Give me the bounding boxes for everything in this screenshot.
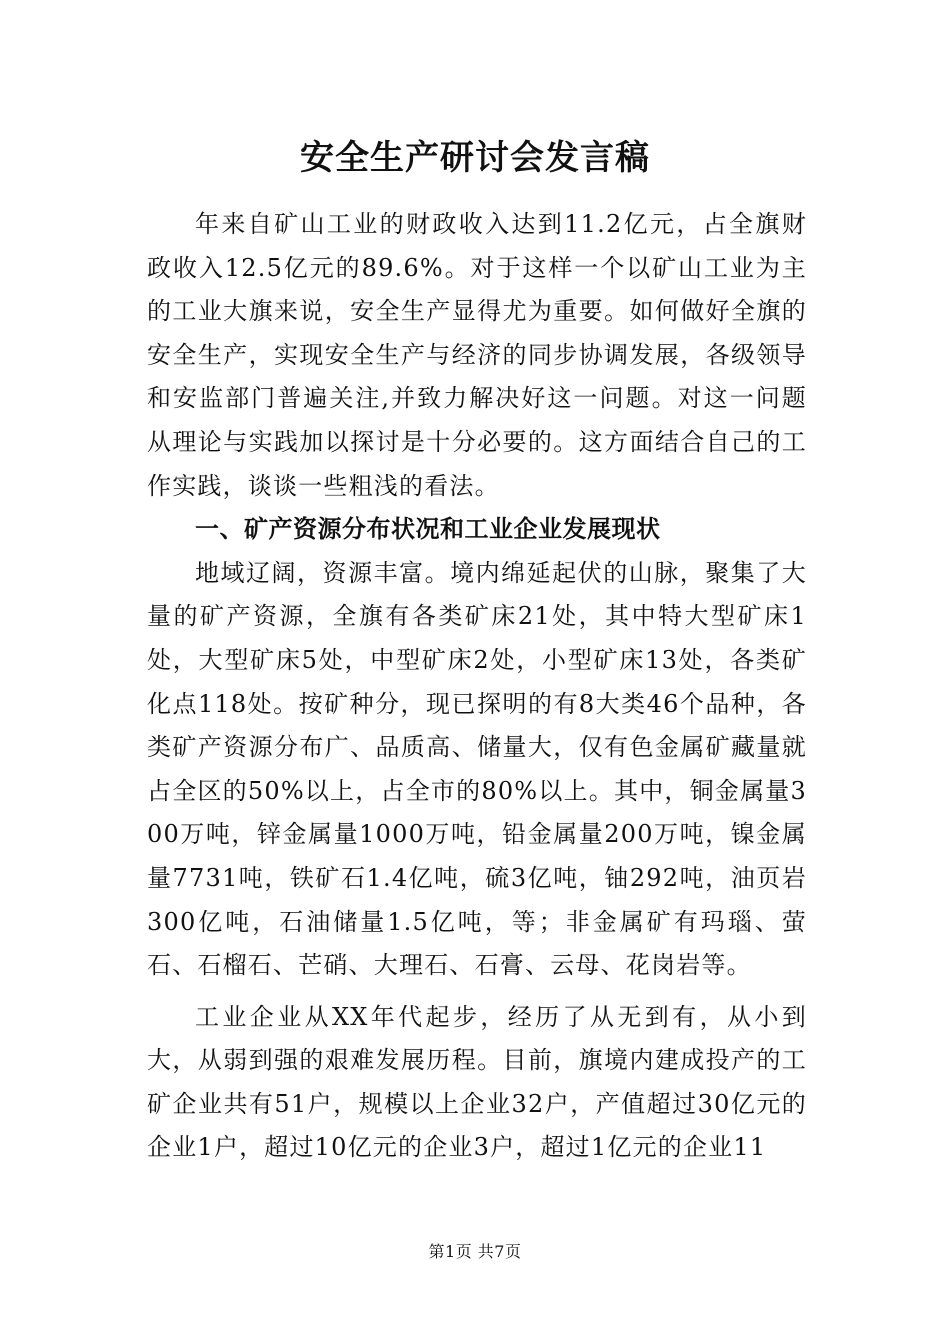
paragraph-resources: 地域辽阔，资源丰富。境内绵延起伏的山脉，聚集了大量的矿产资源，全旗有各类矿床21处，其中特大型矿床1处，大型矿床5处，中型矿床2处，小型矿床13处，各类矿化点118处。按矿种分，现已探明的有8大类46个品种，各类矿产资源分布广、品质高、储量大，仅有色金属矿藏量就占全区的50%以上，占全市的80%以上。其中，铜金属量300万吨，锌金属量1000万吨，铅金属量200万吨，镍金属量7731吨，铁矿石1.4亿吨，硫3亿吨，铀292吨，油页岩300亿吨，石油储量1.5亿吨，等；非金属矿有玛瑙、萤石、石榴石、芒硝、大理石、石膏、云母、花岗岩等。 xyxy=(147,558,807,980)
document-title: 安全生产研讨会发言稿 xyxy=(300,138,650,178)
paragraph-intro: 年来自矿山工业的财政收入达到11.2亿元，占全旗财政收入12.5亿元的89.6%。对于这样一个以矿山工业为主的工业大旗来说，安全生产显得尤为重要。如何做好全旗的安全生产，实现安全生产与经济的同步协调发展，各级领导和安监部门普遍关注,并致力解决好这一问题。对这一问题从理论与实践加以探讨是十分必要的。这方面结合自己的工作实践，谈谈一些粗浅的看法。 xyxy=(147,210,807,500)
page-footer: 第1页 共7页 xyxy=(428,1242,522,1261)
document-body xyxy=(147,203,807,1170)
section-heading: 一、矿产资源分布状况和工业企业发展现状 xyxy=(195,515,661,544)
paragraph-industry: 工业企业从XX年代起步，经历了从无到有，从小到大，从弱到强的艰难发展历程。目前，旗境内建成投产的工矿企业共有51户，规模以上企业32户，产值超过30亿元的企业1户，超过10亿元的企业3户，超过1亿元的企业11 xyxy=(147,1002,807,1162)
